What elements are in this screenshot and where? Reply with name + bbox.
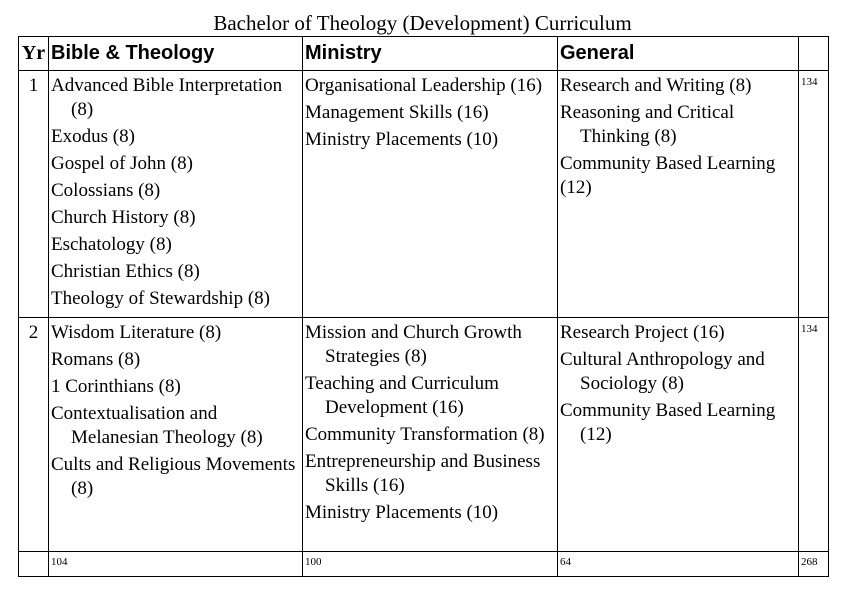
course: Organisational Leadership (16) [305,75,543,96]
year-total: 134 [799,318,829,552]
header-ministry: Ministry [303,37,558,71]
course: Reasoning and Critical Thinking (8) [560,102,735,147]
year-row-1 [19,71,829,318]
curriculum-table [18,36,829,577]
course: Eschatology (8) [51,234,172,255]
grand-total: 268 [799,552,829,577]
course: Church History (8) [51,207,196,228]
course: Ministry Placements (10) [305,129,499,150]
course: Christian Ethics (8) [51,261,200,282]
course: Advanced Bible Interpretation (8) [51,75,283,120]
ministry-courses-year-2 [303,318,558,552]
course: Community Transformation (8) [305,424,545,445]
bible-total: 104 [49,552,303,577]
general-courses-year-1 [558,71,799,318]
header-total [799,37,829,71]
footer-yr [19,552,49,577]
bible-courses-year-2 [49,318,303,552]
year-number: 2 [19,318,49,552]
header-yr: Yr [19,37,49,71]
course: Community Based Learning (12) [560,153,776,198]
ministry-total: 100 [303,552,558,577]
year-row-2 [19,318,829,552]
header-row [19,37,829,71]
course: Cultural Anthropology and Sociology (8) [560,349,765,394]
course: Exodus (8) [51,126,135,147]
page-title: Bachelor of Theology (Development) Curriculum [213,11,632,35]
general-total: 64 [558,552,799,577]
course: Entrepreneurship and Business Skills (16) [305,451,541,496]
header-general: General [558,37,799,71]
course: Gospel of John (8) [51,153,193,174]
general-courses-year-2 [558,318,799,552]
course: Management Skills (16) [305,102,489,123]
course: 1 Corinthians (8) [51,376,181,397]
year-number: 1 [19,71,49,318]
totals-row [19,552,829,577]
ministry-courses-year-1 [303,71,558,318]
course: Colossians (8) [51,180,161,201]
course: Community Based Learning (12) [560,400,776,445]
course: Cults and Religious Movements (8) [51,454,296,499]
course: Wisdom Literature (8) [51,322,222,343]
course: Theology of Stewardship (8) [51,288,270,309]
course: Romans (8) [51,349,141,370]
year-total: 134 [799,71,829,318]
bible-courses-year-1 [49,71,303,318]
header-bible-theology: Bible & Theology [49,37,303,71]
course: Contextualisation and Melanesian Theology (8) [51,403,263,448]
course: Ministry Placements (10) [305,502,499,523]
course: Research and Writing (8) [560,75,752,96]
course: Research Project (16) [560,322,725,343]
course: Mission and Church Growth Strategies (8) [305,322,522,367]
course: Teaching and Curriculum Development (16) [305,373,499,418]
